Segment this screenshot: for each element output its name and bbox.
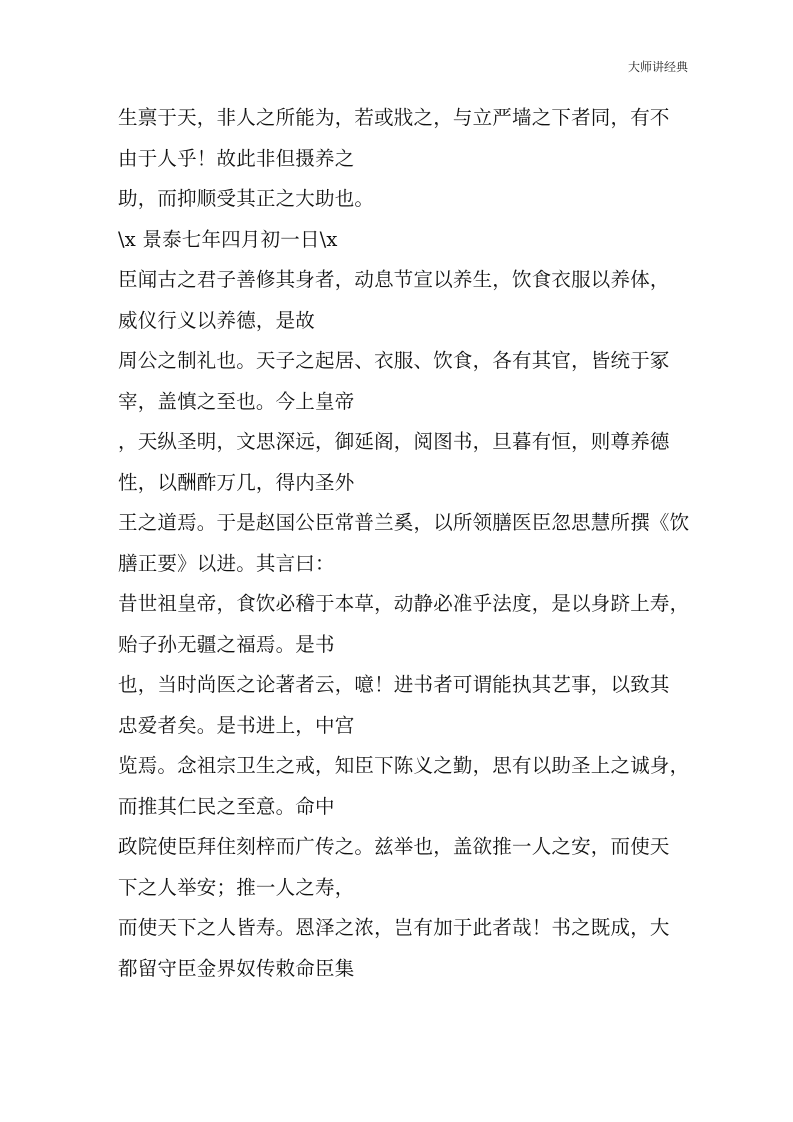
text-line: 威仪行义以养德，是故 — [118, 308, 316, 332]
text-line: ，天纵圣明，文思深远，御延阁，阅图书，旦暮有恒，则尊养德 — [118, 430, 670, 453]
text-line: 昔世祖皇帝，食饮必稽于本草，动静必准乎法度，是以身跻上寿， — [118, 592, 690, 615]
text-line: 生禀于天，非人之所能为，若或戕之，与立严墙之下者同，有不 — [118, 106, 670, 129]
text-line: 下之人举安；推一人之寿， — [118, 875, 355, 899]
text-line: 王之道焉。于是赵国公臣常普兰奚，以所领膳医臣忽思慧所撰《饮 — [118, 511, 690, 534]
text-line: 览焉。念祖宗卫生之戒，知臣下陈义之勤，思有以助圣上之诚身， — [118, 754, 690, 777]
text-line: \x 景泰七年四月初一日\x — [118, 227, 338, 251]
document-body — [118, 103, 688, 994]
text-line: 忠爱者矣。是书进上，中宫 — [118, 713, 355, 737]
text-line: 周公之制礼也。天子之起居、衣服、饮食，各有其官，皆统于冢 — [118, 349, 670, 372]
text-line: 都留守臣金界奴传敕命臣集 — [118, 956, 355, 980]
text-line: 贻子孙无疆之福焉。是书 — [118, 632, 335, 656]
text-line: 宰，盖慎之至也。今上皇帝 — [118, 389, 355, 413]
text-line: 而推其仁民之至意。命中 — [118, 794, 335, 818]
text-line: 臣闻古之君子善修其身者，动息节宣以养生，饮食衣服以养体， — [118, 268, 670, 291]
page-header: 大师讲经典 — [627, 60, 688, 74]
text-line: 由于人乎！故此非但摄养之 — [118, 146, 355, 170]
text-line: 性，以酬酢万几，得内圣外 — [118, 470, 355, 494]
text-line: 政院使臣拜住刻梓而广传之。兹举也，盖欲推一人之安，而使天 — [118, 835, 670, 858]
text-line: 膳正要》以进。其言曰： — [118, 551, 335, 575]
text-line: 助，而抑顺受其正之大助也。 — [118, 187, 375, 210]
text-line: 而使天下之人皆寿。恩泽之浓，岂有加于此者哉！书之既成，大 — [118, 916, 670, 939]
text-line: 也，当时尚医之论著者云，噫！进书者可谓能执其艺事，以致其 — [118, 673, 670, 696]
